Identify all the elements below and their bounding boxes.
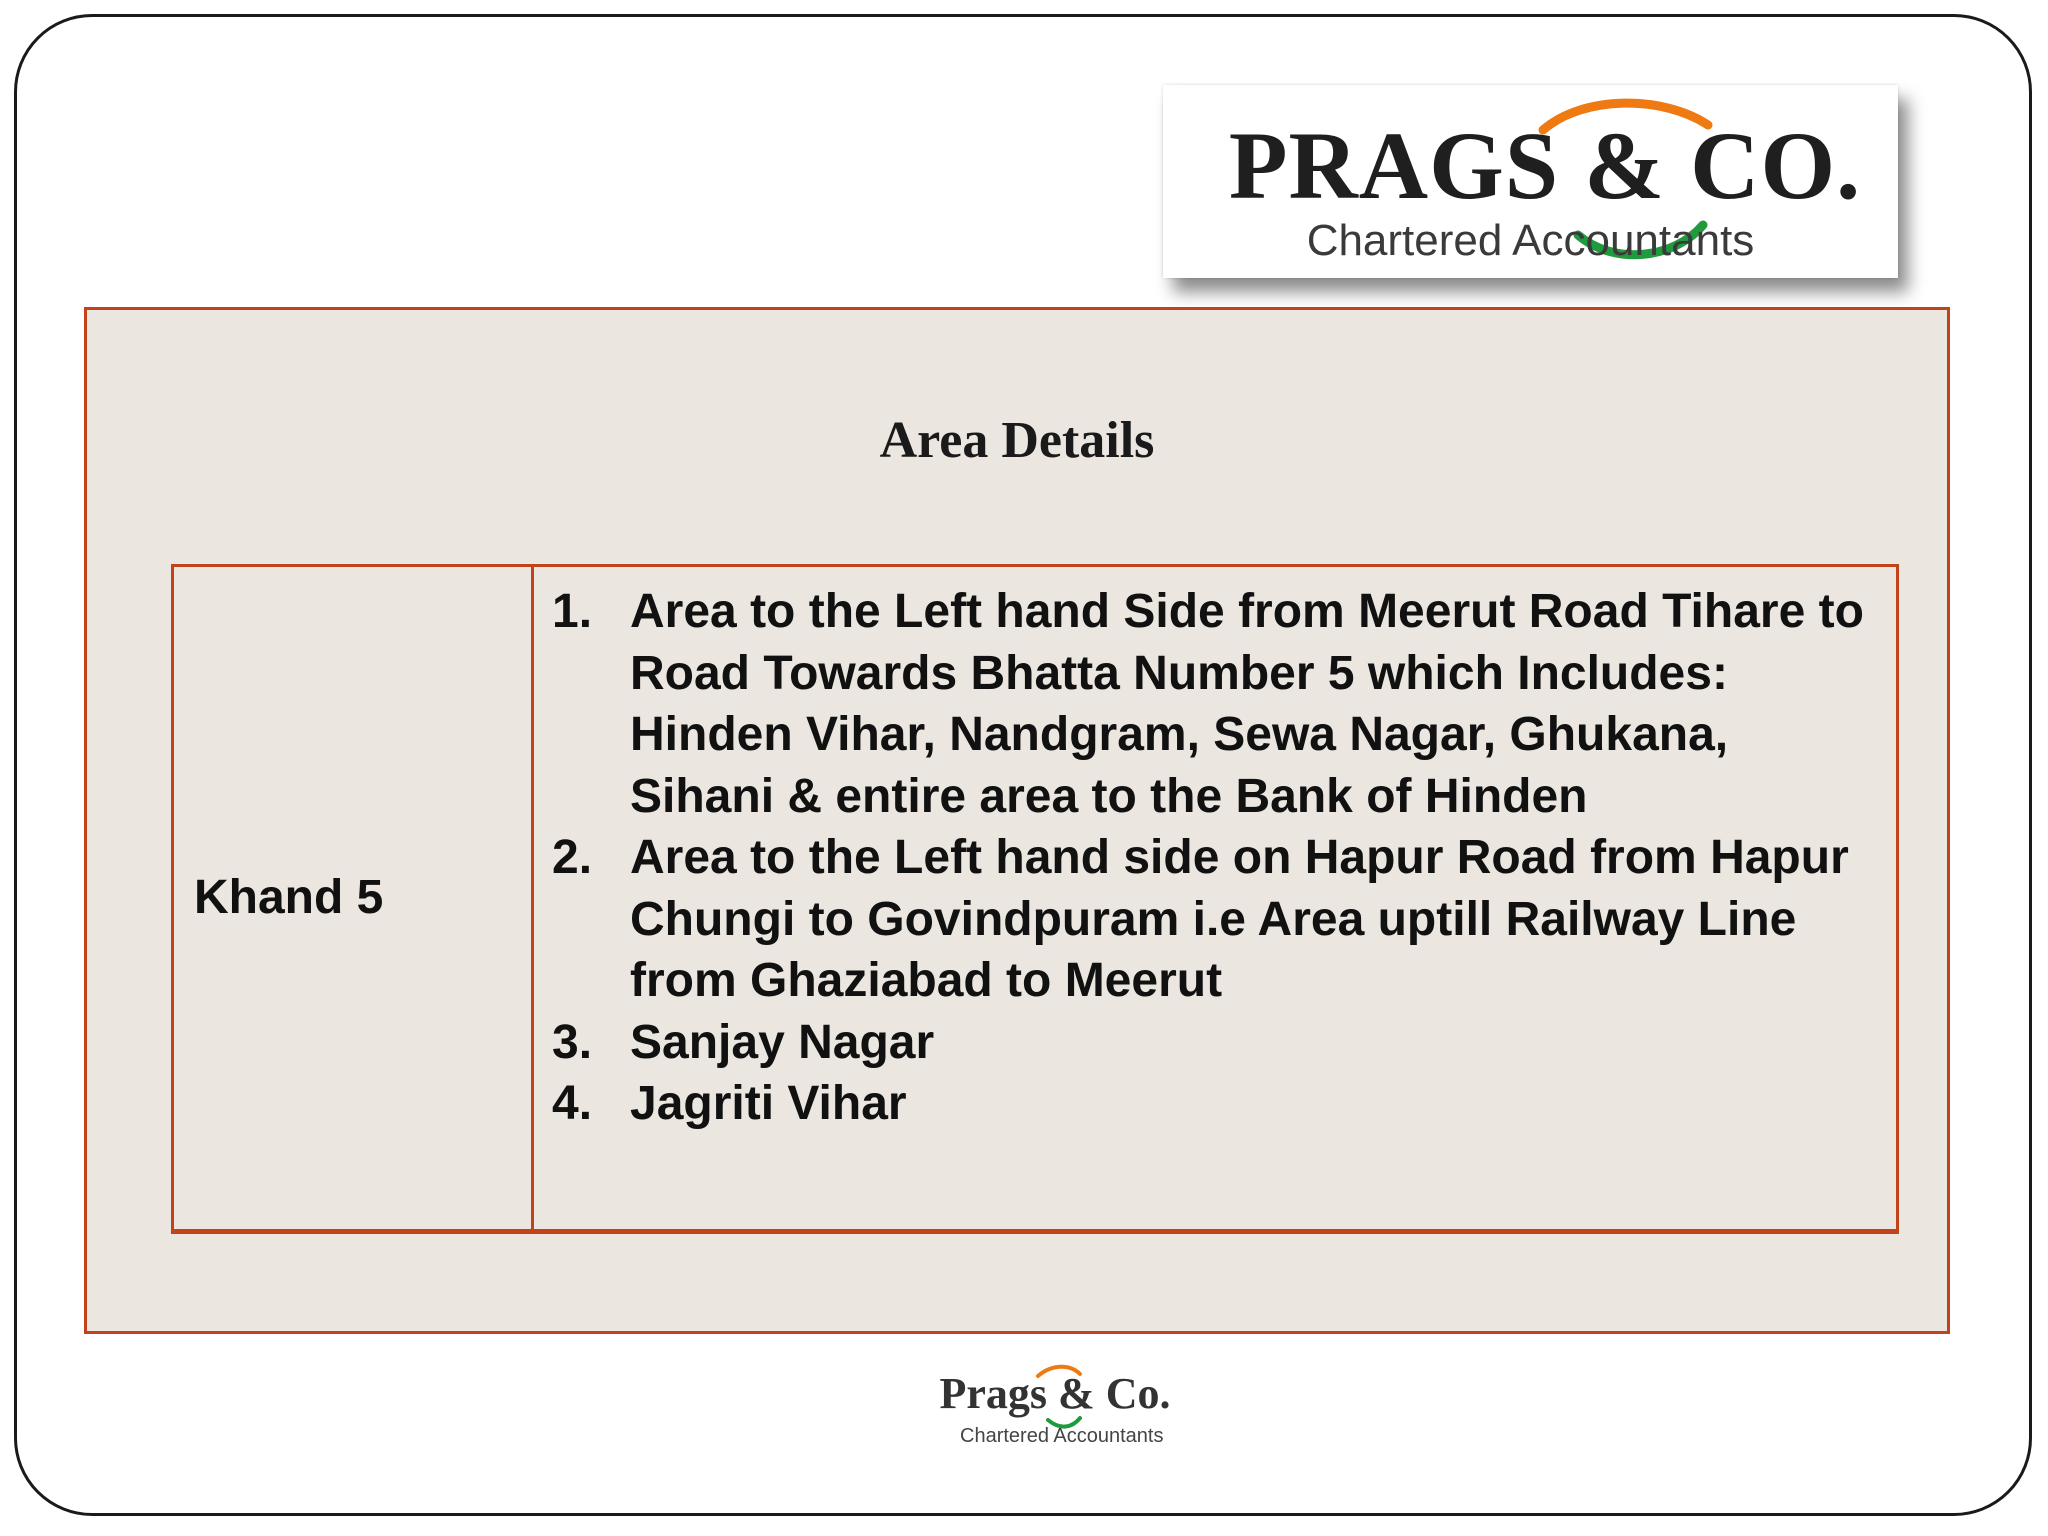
list-item-text: Jagriti Vihar bbox=[630, 1077, 907, 1130]
list-item-text: Sanjay Nagar bbox=[630, 1015, 935, 1069]
content-panel bbox=[84, 307, 1950, 1334]
list-item-number: 4. bbox=[552, 1077, 593, 1130]
khand-cell bbox=[174, 567, 534, 1229]
footer-logo bbox=[920, 1360, 1190, 1460]
list-item bbox=[552, 1073, 1876, 1135]
area-details-table bbox=[171, 564, 1899, 1234]
list-item-number: 1. bbox=[552, 585, 593, 638]
logo-brand-name: PRAGS & CO. bbox=[1228, 112, 1862, 219]
list-item-text: Area to the Left hand Side from Meerut Road Tihare to Road Towards Bhatta Number 5 which Includes: Hinden Vihar, Nandgram, Sewa Nagar, Ghukana, Sihani & entire area to the Bank of Hinden bbox=[630, 585, 1864, 823]
list-item bbox=[552, 1012, 1876, 1074]
list-item-text: Area to the Left hand side on Hapur Road from Hapur Chungi to Govindpuram i.e Area uptill Railway Line from Ghaziabad to Meerut bbox=[630, 831, 1849, 1007]
company-logo bbox=[1163, 85, 1898, 278]
area-details-cell bbox=[534, 567, 1896, 1229]
footer-tagline: Chartered Accountants bbox=[960, 1425, 1164, 1447]
list-item bbox=[552, 581, 1876, 827]
footer-brand-name: Prags & Co. bbox=[939, 1369, 1171, 1418]
list-item-number: 3. bbox=[552, 1015, 593, 1069]
area-list bbox=[552, 581, 1876, 1135]
logo-tagline: Chartered Accountants bbox=[1306, 216, 1755, 265]
list-item-number: 2. bbox=[552, 831, 593, 884]
slide-title: Area Details bbox=[879, 412, 1155, 469]
list-item bbox=[552, 827, 1876, 1012]
khand-label: Khand 5 bbox=[194, 871, 384, 924]
